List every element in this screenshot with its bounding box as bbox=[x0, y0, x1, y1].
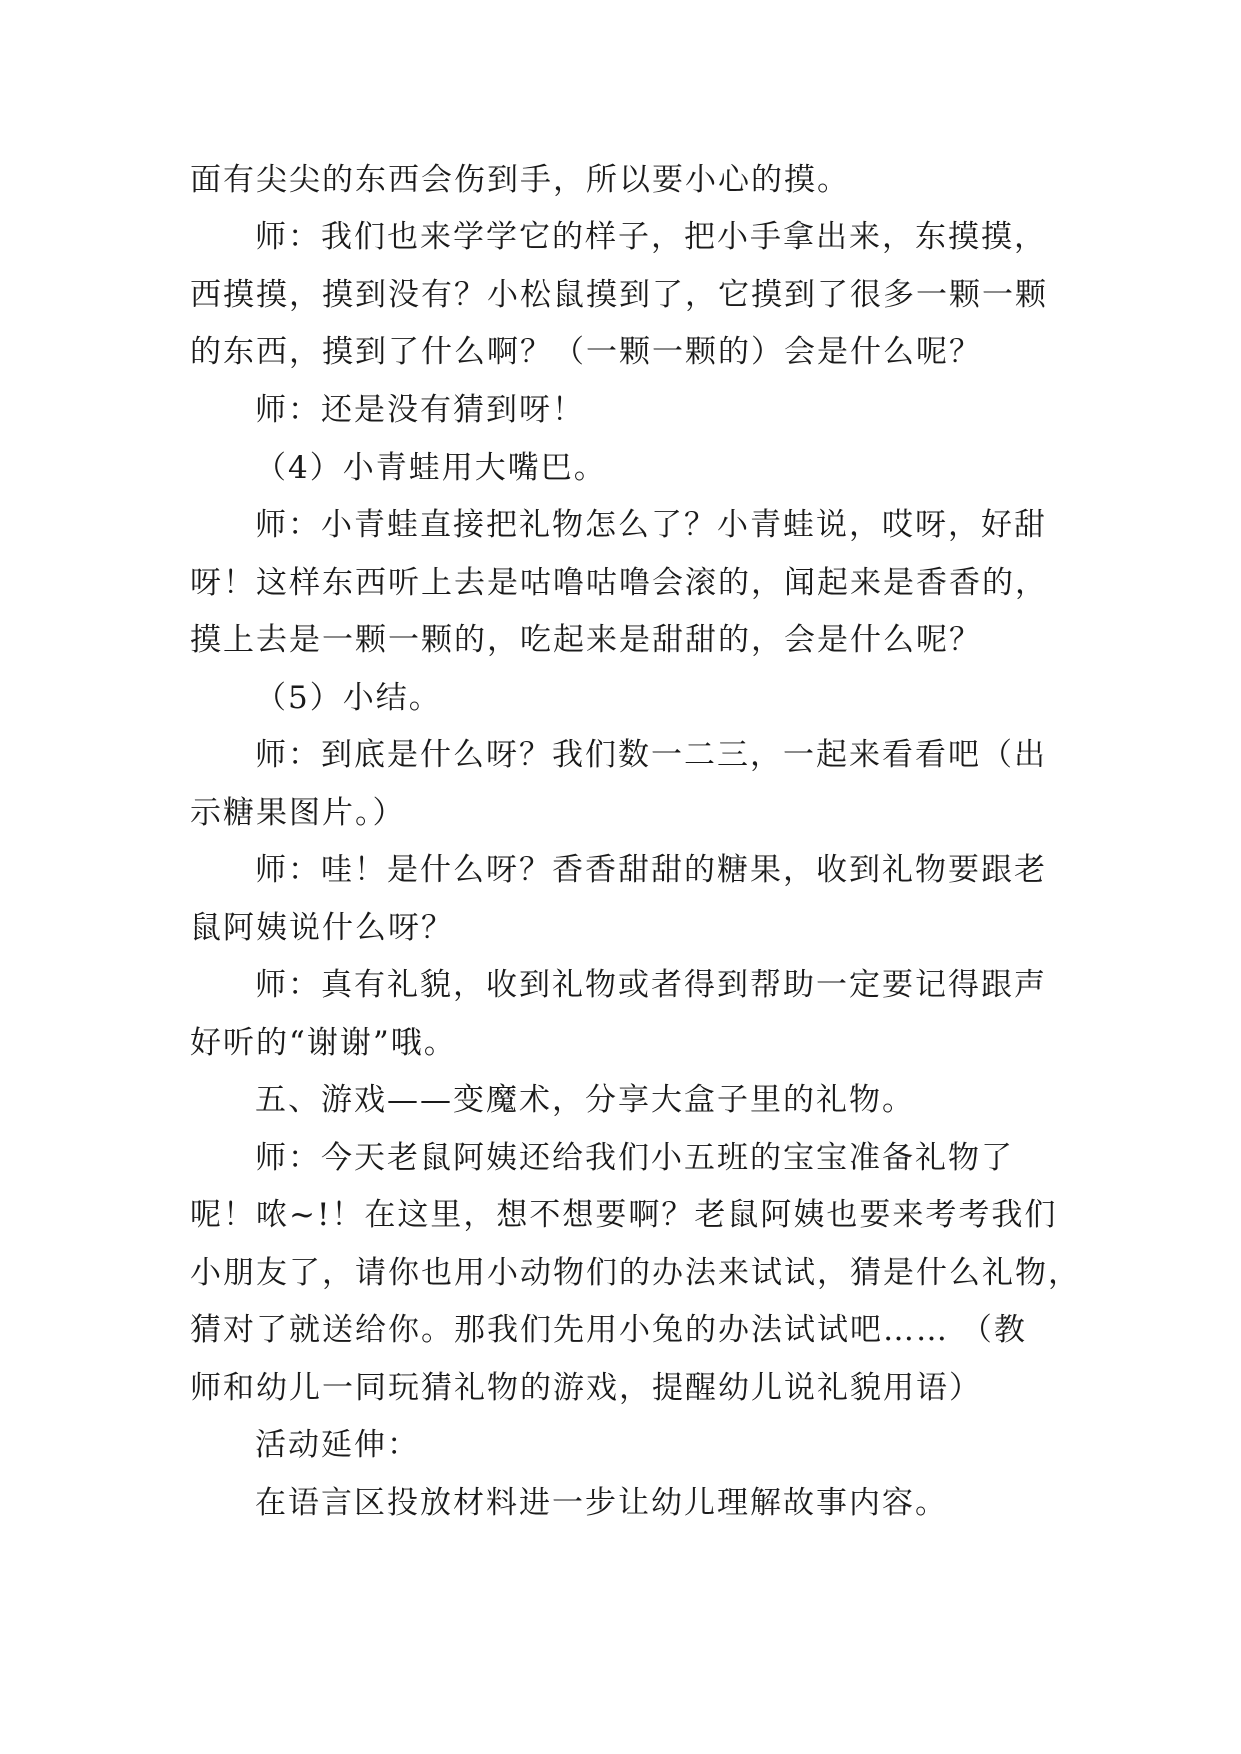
section-heading: （4）小青蛙用大嘴巴。 bbox=[255, 450, 607, 486]
text-line: 师：真有礼貌，收到礼物或者得到帮助一定要记得跟声 bbox=[255, 967, 1047, 1003]
section-heading: 活动延伸： bbox=[255, 1427, 420, 1463]
text-line: 在语言区投放材料进一步让幼儿理解故事内容。 bbox=[255, 1485, 948, 1521]
text-line: 师：还是没有猜到呀！ bbox=[255, 392, 585, 428]
text-line: 示糖果图片。） bbox=[190, 795, 406, 831]
text-line: 呀！这样东西听上去是咕噜咕噜会滚的，闻起来是香香的， bbox=[190, 565, 1048, 601]
text-line: 摸上去是一颗一颗的，吃起来是甜甜的，会是什么呢？ bbox=[190, 622, 982, 658]
text-line: 师：今天老鼠阿姨还给我们小五班的宝宝准备礼物了 bbox=[255, 1140, 1014, 1176]
text-line: 鼠阿姨说什么呀？ bbox=[190, 910, 454, 946]
text-line: 师和幼儿一同玩猜礼物的游戏，提醒幼儿说礼貌用语） bbox=[190, 1370, 982, 1406]
text-line: 西摸摸，摸到没有？小松鼠摸到了，它摸到了很多一颗一颗 bbox=[190, 277, 1048, 313]
section-heading: （5）小结。 bbox=[255, 680, 442, 716]
text-line: 的东西，摸到了什么啊？（一颗一颗的）会是什么呢？ bbox=[190, 334, 982, 370]
text-line: 面有尖尖的东西会伤到手，所以要小心的摸。 bbox=[190, 162, 850, 198]
text-line: 师：小青蛙直接把礼物怎么了？小青蛙说，哎呀，好甜 bbox=[255, 507, 1047, 543]
text-line: 好听的“谢谢”哦。 bbox=[190, 1025, 457, 1061]
text-line: 猜对了就送给你。那我们先用小兔的办法试试吧…… （教 bbox=[190, 1312, 1027, 1348]
text-line: 师：哇！是什么呀？香香甜甜的糖果，收到礼物要跟老 bbox=[255, 852, 1047, 888]
text-line: 呢！哝~!！在这里，想不想要啊？老鼠阿姨也要来考考我们 bbox=[190, 1197, 1058, 1233]
text-line: 师：我们也来学学它的样子，把小手拿出来，东摸摸， bbox=[255, 219, 1047, 255]
text-line: 师：到底是什么呀？我们数一二三，一起来看看吧（出 bbox=[255, 737, 1047, 773]
text-line: 小朋友了，请你也用小动物们的办法来试试，猜是什么礼物， bbox=[190, 1255, 1081, 1291]
section-heading: 五、游戏——变魔术，分享大盒子里的礼物。 bbox=[255, 1082, 915, 1118]
